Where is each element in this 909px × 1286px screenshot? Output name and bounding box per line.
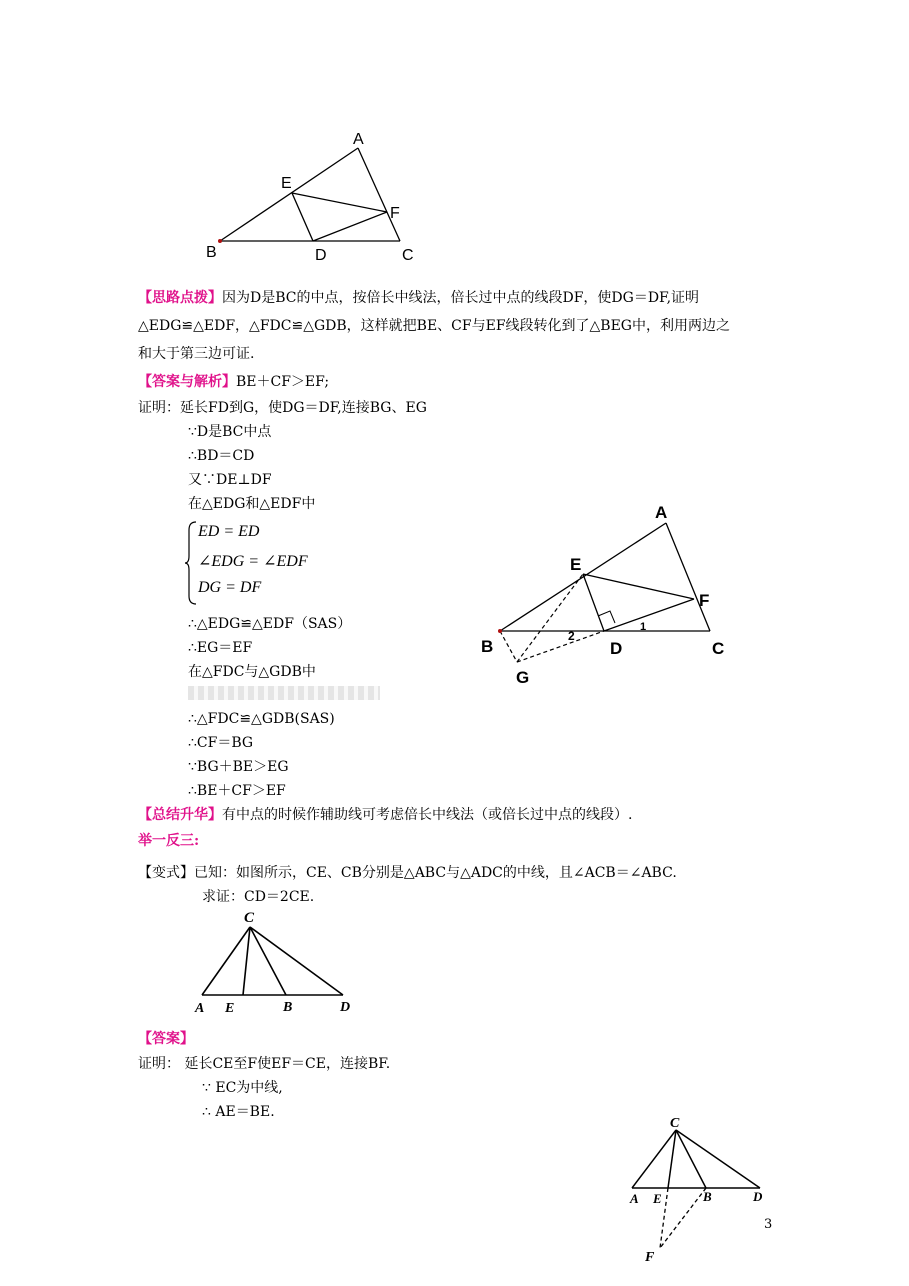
page-number: 3 bbox=[764, 1217, 773, 1232]
label-D: D bbox=[610, 639, 623, 658]
summary-tag: 【总结升华】 bbox=[138, 807, 222, 823]
label-E: E bbox=[570, 555, 582, 574]
label-B: B bbox=[481, 637, 494, 656]
answer-text: BE＋CF＞EF; bbox=[236, 374, 330, 390]
answer-tag: 【答案与解析】 bbox=[138, 374, 236, 390]
label-B: B bbox=[283, 1000, 293, 1015]
label-F: F bbox=[699, 591, 710, 610]
label-C: C bbox=[712, 639, 725, 658]
label-A: A bbox=[630, 1191, 639, 1206]
label-D: D bbox=[340, 1000, 351, 1015]
label-E: E bbox=[225, 1001, 235, 1016]
label-D: D bbox=[315, 247, 327, 264]
label-A: A bbox=[655, 503, 668, 522]
hint-line-1 bbox=[138, 288, 699, 308]
proof-intro: 证明：延长FD到G，使DG＝DF,连接BG、EG bbox=[138, 400, 427, 416]
answer2-tag: 【答案】 bbox=[138, 1031, 194, 1047]
proof-step: ∴△FDC≌△GDB(SAS) bbox=[188, 711, 335, 727]
brace-icon bbox=[184, 520, 198, 606]
hint-tag: 【思路点拨】 bbox=[138, 290, 222, 306]
variant-text: 已知：如图所示，CE、CB分别是△ABC与△ADC的中线，且∠ACB＝∠ABC. bbox=[194, 865, 677, 881]
label-B: B bbox=[206, 244, 217, 261]
figure-triangle-3 bbox=[190, 905, 360, 1017]
summary-line bbox=[138, 805, 632, 825]
variant-tag: 【变式】 bbox=[138, 865, 194, 881]
hint-line-2: △EDG≌△EDF，△FDC≌△GDB，这样就把BE、CF与EF线段转化到了△BEG中，利用两边之 bbox=[138, 318, 730, 334]
system-eq-2: ∠EDG = ∠EDF bbox=[198, 553, 308, 570]
proof-step: ∴BE＋CF＞EF bbox=[188, 783, 286, 799]
proof-step: 在△FDC与△GDB中 bbox=[188, 664, 316, 680]
variant-line bbox=[138, 863, 677, 883]
label-F: F bbox=[645, 1250, 655, 1265]
figure-triangle-2 bbox=[470, 498, 740, 693]
label-C: C bbox=[670, 1116, 680, 1131]
proof-step: ∴EG＝EF bbox=[188, 640, 253, 656]
label-E: E bbox=[281, 175, 292, 192]
answer2-line-2: ∵ EC为中线, bbox=[202, 1080, 283, 1096]
system-eq-3: DG = DF bbox=[198, 579, 262, 596]
variant-prove: 求证：CD＝2CE. bbox=[202, 889, 315, 905]
hint-line-3: 和大于第三边可证. bbox=[138, 346, 255, 362]
label-D: D bbox=[753, 1189, 763, 1204]
label-F: F bbox=[390, 205, 400, 222]
system-eq-1: ED = ED bbox=[198, 523, 260, 540]
proof-step: 又∵DE⊥DF bbox=[188, 472, 272, 488]
proof-step: ∵BG＋BE＞EG bbox=[188, 759, 289, 775]
angle-2-label: 2 bbox=[568, 629, 575, 643]
proof-step: ∴CF＝BG bbox=[188, 735, 254, 751]
hint-text-1: 因为D是BC的中点，按倍长中线法，倍长过中点的线段DF，使DG＝DF,证明 bbox=[222, 290, 700, 306]
angle-1-label: 1 bbox=[640, 621, 647, 633]
proof-step: ∴BD＝CD bbox=[188, 448, 255, 464]
smudge-artifact bbox=[188, 686, 380, 700]
label-B: B bbox=[703, 1189, 712, 1204]
label-A: A bbox=[195, 1001, 205, 1016]
proof-step: 在△EDG和△EDF中 bbox=[188, 496, 316, 512]
figure-triangle-1 bbox=[195, 125, 435, 270]
label-C: C bbox=[402, 247, 414, 264]
label-G: G bbox=[516, 668, 530, 687]
label-C: C bbox=[244, 910, 255, 926]
answer2-line-1: 证明： 延长CE至F使EF＝CE，连接BF. bbox=[138, 1056, 391, 1072]
label-A: A bbox=[353, 131, 364, 148]
figure-triangle-4 bbox=[620, 1110, 780, 1270]
proof-step: ∴△EDG≌△EDF（SAS） bbox=[188, 616, 352, 632]
label-E: E bbox=[653, 1191, 662, 1206]
proof-step: ∵D是BC中点 bbox=[188, 424, 272, 440]
answer-line bbox=[138, 372, 329, 392]
practice-title: 举一反三: bbox=[138, 833, 200, 849]
answer2-line-3: ∴ AE＝BE. bbox=[202, 1104, 275, 1120]
summary-text: 有中点的时候作辅助线可考虑倍长中线法（或倍长过中点的线段）. bbox=[222, 807, 633, 823]
